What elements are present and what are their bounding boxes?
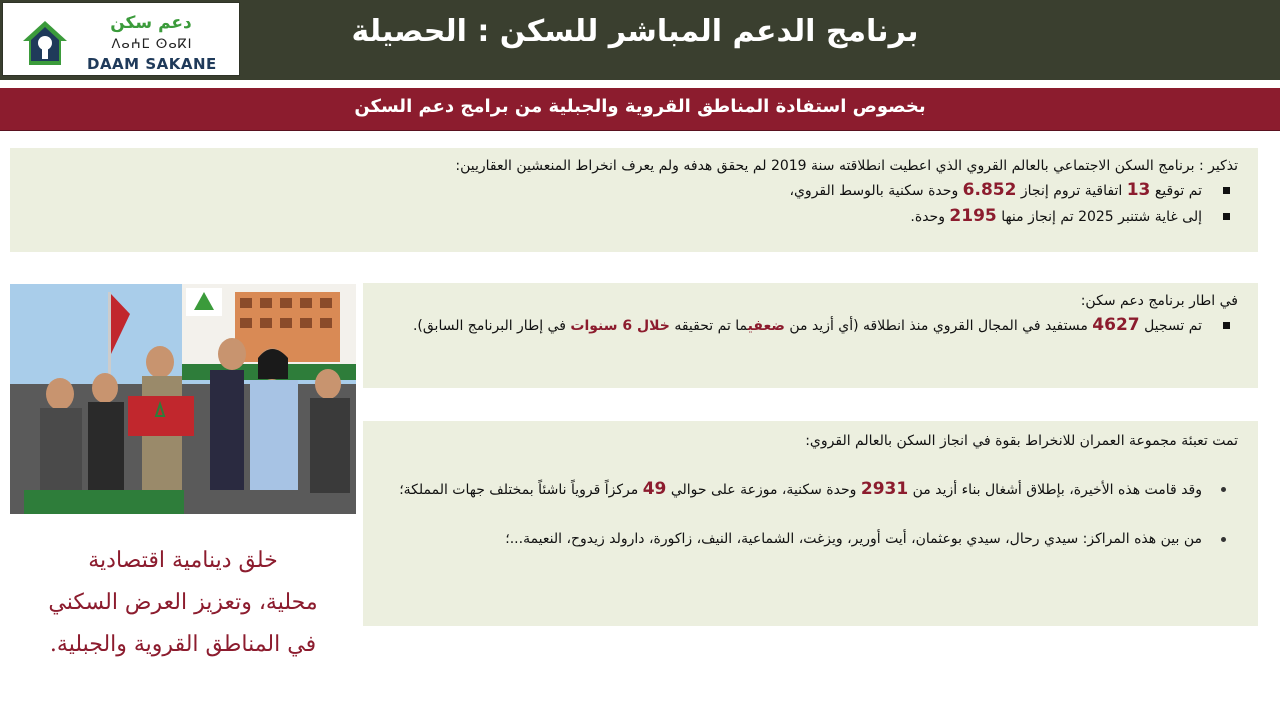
logo-latin-text: DAAM SAKANE	[87, 55, 217, 73]
agreements-count: 13	[1126, 180, 1151, 200]
square-bullet-icon	[1223, 322, 1230, 329]
bullet-text: إلى غاية شتنبر 2025 تم إنجاز منها	[1001, 209, 1202, 225]
daam-sakane-box	[363, 283, 1258, 388]
caption-line: محلية، وتعزيز العرض السكني	[48, 590, 318, 615]
highlight-text: ضعفي	[747, 318, 785, 334]
bullet-text: تم توقيع	[1154, 183, 1202, 199]
bullet-text: مركزاً قروياً ناشئاً بمختلف جهات المملكة؛	[399, 482, 639, 498]
bullet-text: مستفيد في المجال القروي منذ انطلاقه (أي أزيد من	[789, 318, 1088, 334]
bullet-text: وحدة.	[910, 209, 945, 225]
reminder-box	[10, 148, 1258, 252]
list-item	[373, 477, 1238, 503]
daam-sakane-logo	[2, 2, 240, 76]
caption-line: في المناطق القروية والجبلية.	[49, 632, 317, 657]
completed-units-count: 2195	[949, 206, 997, 226]
list-item	[373, 313, 1238, 339]
bullet-text: تم تسجيل	[1144, 318, 1202, 334]
bullet-text: وحدة سكنية بالوسط القروي،	[789, 183, 959, 199]
ceremony-photo	[10, 284, 356, 514]
ceremony-illustration	[10, 284, 356, 514]
beneficiaries-count: 4627	[1092, 315, 1140, 335]
list-item	[20, 178, 1238, 204]
highlight-text: خلال 6 سنوات	[570, 318, 670, 334]
subheader-bar	[0, 88, 1280, 131]
list-item	[373, 527, 1238, 552]
round-bullet-icon	[1221, 537, 1226, 542]
planned-units-count: 6.852	[962, 180, 1017, 200]
slide-caption	[10, 540, 356, 666]
logo-tifinagh-text: ⴷⴰⵄⵎ ⵙⴰⴽⵏ	[111, 37, 193, 52]
daam-sakane-intro: في اطار برنامج دعم سكن:	[1080, 293, 1238, 309]
round-bullet-icon	[1221, 487, 1226, 492]
al-omrane-intro: تمت تعبئة مجموعة العمران للانخراط بقوة في انجاز السكن بالعالم القروي:	[805, 433, 1238, 449]
caption-line: خلق دينامية اقتصادية	[88, 548, 278, 573]
rural-centers-count: 49	[642, 479, 667, 499]
al-omrane-box	[363, 421, 1258, 626]
launched-units-count: 2931	[860, 479, 909, 499]
square-bullet-icon	[1223, 187, 1230, 194]
list-item	[20, 204, 1238, 230]
page-subtitle: بخصوص استفادة المناطق القروية والجبلية من برامج دعم السكن	[354, 96, 926, 117]
bullet-text: ما تم تحقيقه	[674, 318, 748, 334]
square-bullet-icon	[1223, 213, 1230, 220]
house-key-icon	[19, 17, 71, 69]
reminder-intro: تذكير : برنامج السكن الاجتماعي بالعالم القروي الذي اعطيت انطلاقته سنة 2019 لم يحقق هدفه ولم يعرف انخراط المنعشين العقاريين:	[455, 158, 1238, 174]
logo-arabic-text: دعم سكن	[110, 13, 192, 33]
page-title: برنامج الدعم المباشر للسكن : الحصيلة	[351, 14, 919, 49]
header-bar	[0, 0, 1280, 80]
bullet-text: وقد قامت هذه الأخيرة، بإطلاق أشغال بناء أزيد من	[912, 482, 1202, 498]
bullet-text: من بين هذه المراكز: سيدي رحال، سيدي بوعثمان، أيت أورير، ويزغت، الشماعية، النيف، زاكورة، دارولد زيدوح، النعيمة...؛	[505, 531, 1202, 547]
bullet-text: وحدة سكنية، موزعة على حوالي	[670, 482, 857, 498]
bullet-text: اتفاقية تروم إنجاز	[1020, 183, 1123, 199]
bullet-text: في إطار البرنامج السابق).	[412, 318, 566, 334]
